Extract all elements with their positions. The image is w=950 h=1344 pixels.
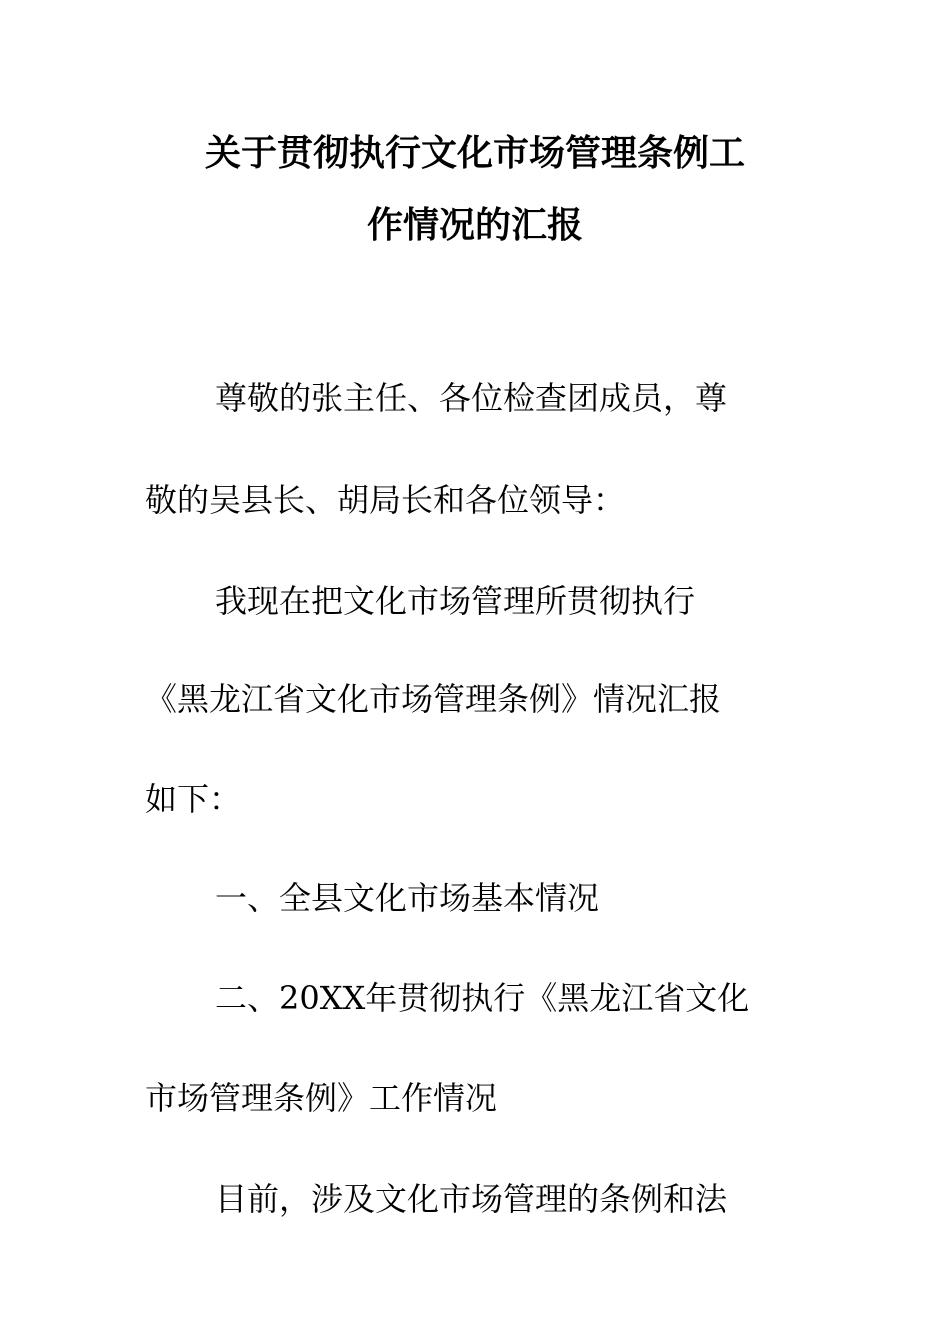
- body-paragraph-line: 我现在把文化市场管理所贯彻执行: [215, 582, 696, 620]
- document-title-line-2: 作情况的汇报: [366, 204, 583, 246]
- section-heading-2-line-2: 市场管理条例》工作情况: [145, 1079, 498, 1117]
- body-paragraph-line: 目前，涉及文化市场管理的条例和法: [215, 1180, 728, 1218]
- section-heading-1: 一、全县文化市场基本情况: [215, 879, 600, 917]
- document-title-line-1: 关于贯彻执行文化市场管理条例工: [204, 132, 745, 174]
- body-paragraph-line: 如下：: [145, 780, 242, 818]
- salutation-line-2: 敬的吴县长、胡局长和各位领导：: [145, 481, 626, 519]
- salutation-line-1: 尊敬的张主任、各位检查团成员，尊: [215, 379, 728, 417]
- section-heading-2-line-1: 二、20XX年贯彻执行《黑龙江省文化: [215, 979, 750, 1017]
- body-paragraph-line: 《黑龙江省文化市场管理条例》情况汇报: [145, 680, 722, 718]
